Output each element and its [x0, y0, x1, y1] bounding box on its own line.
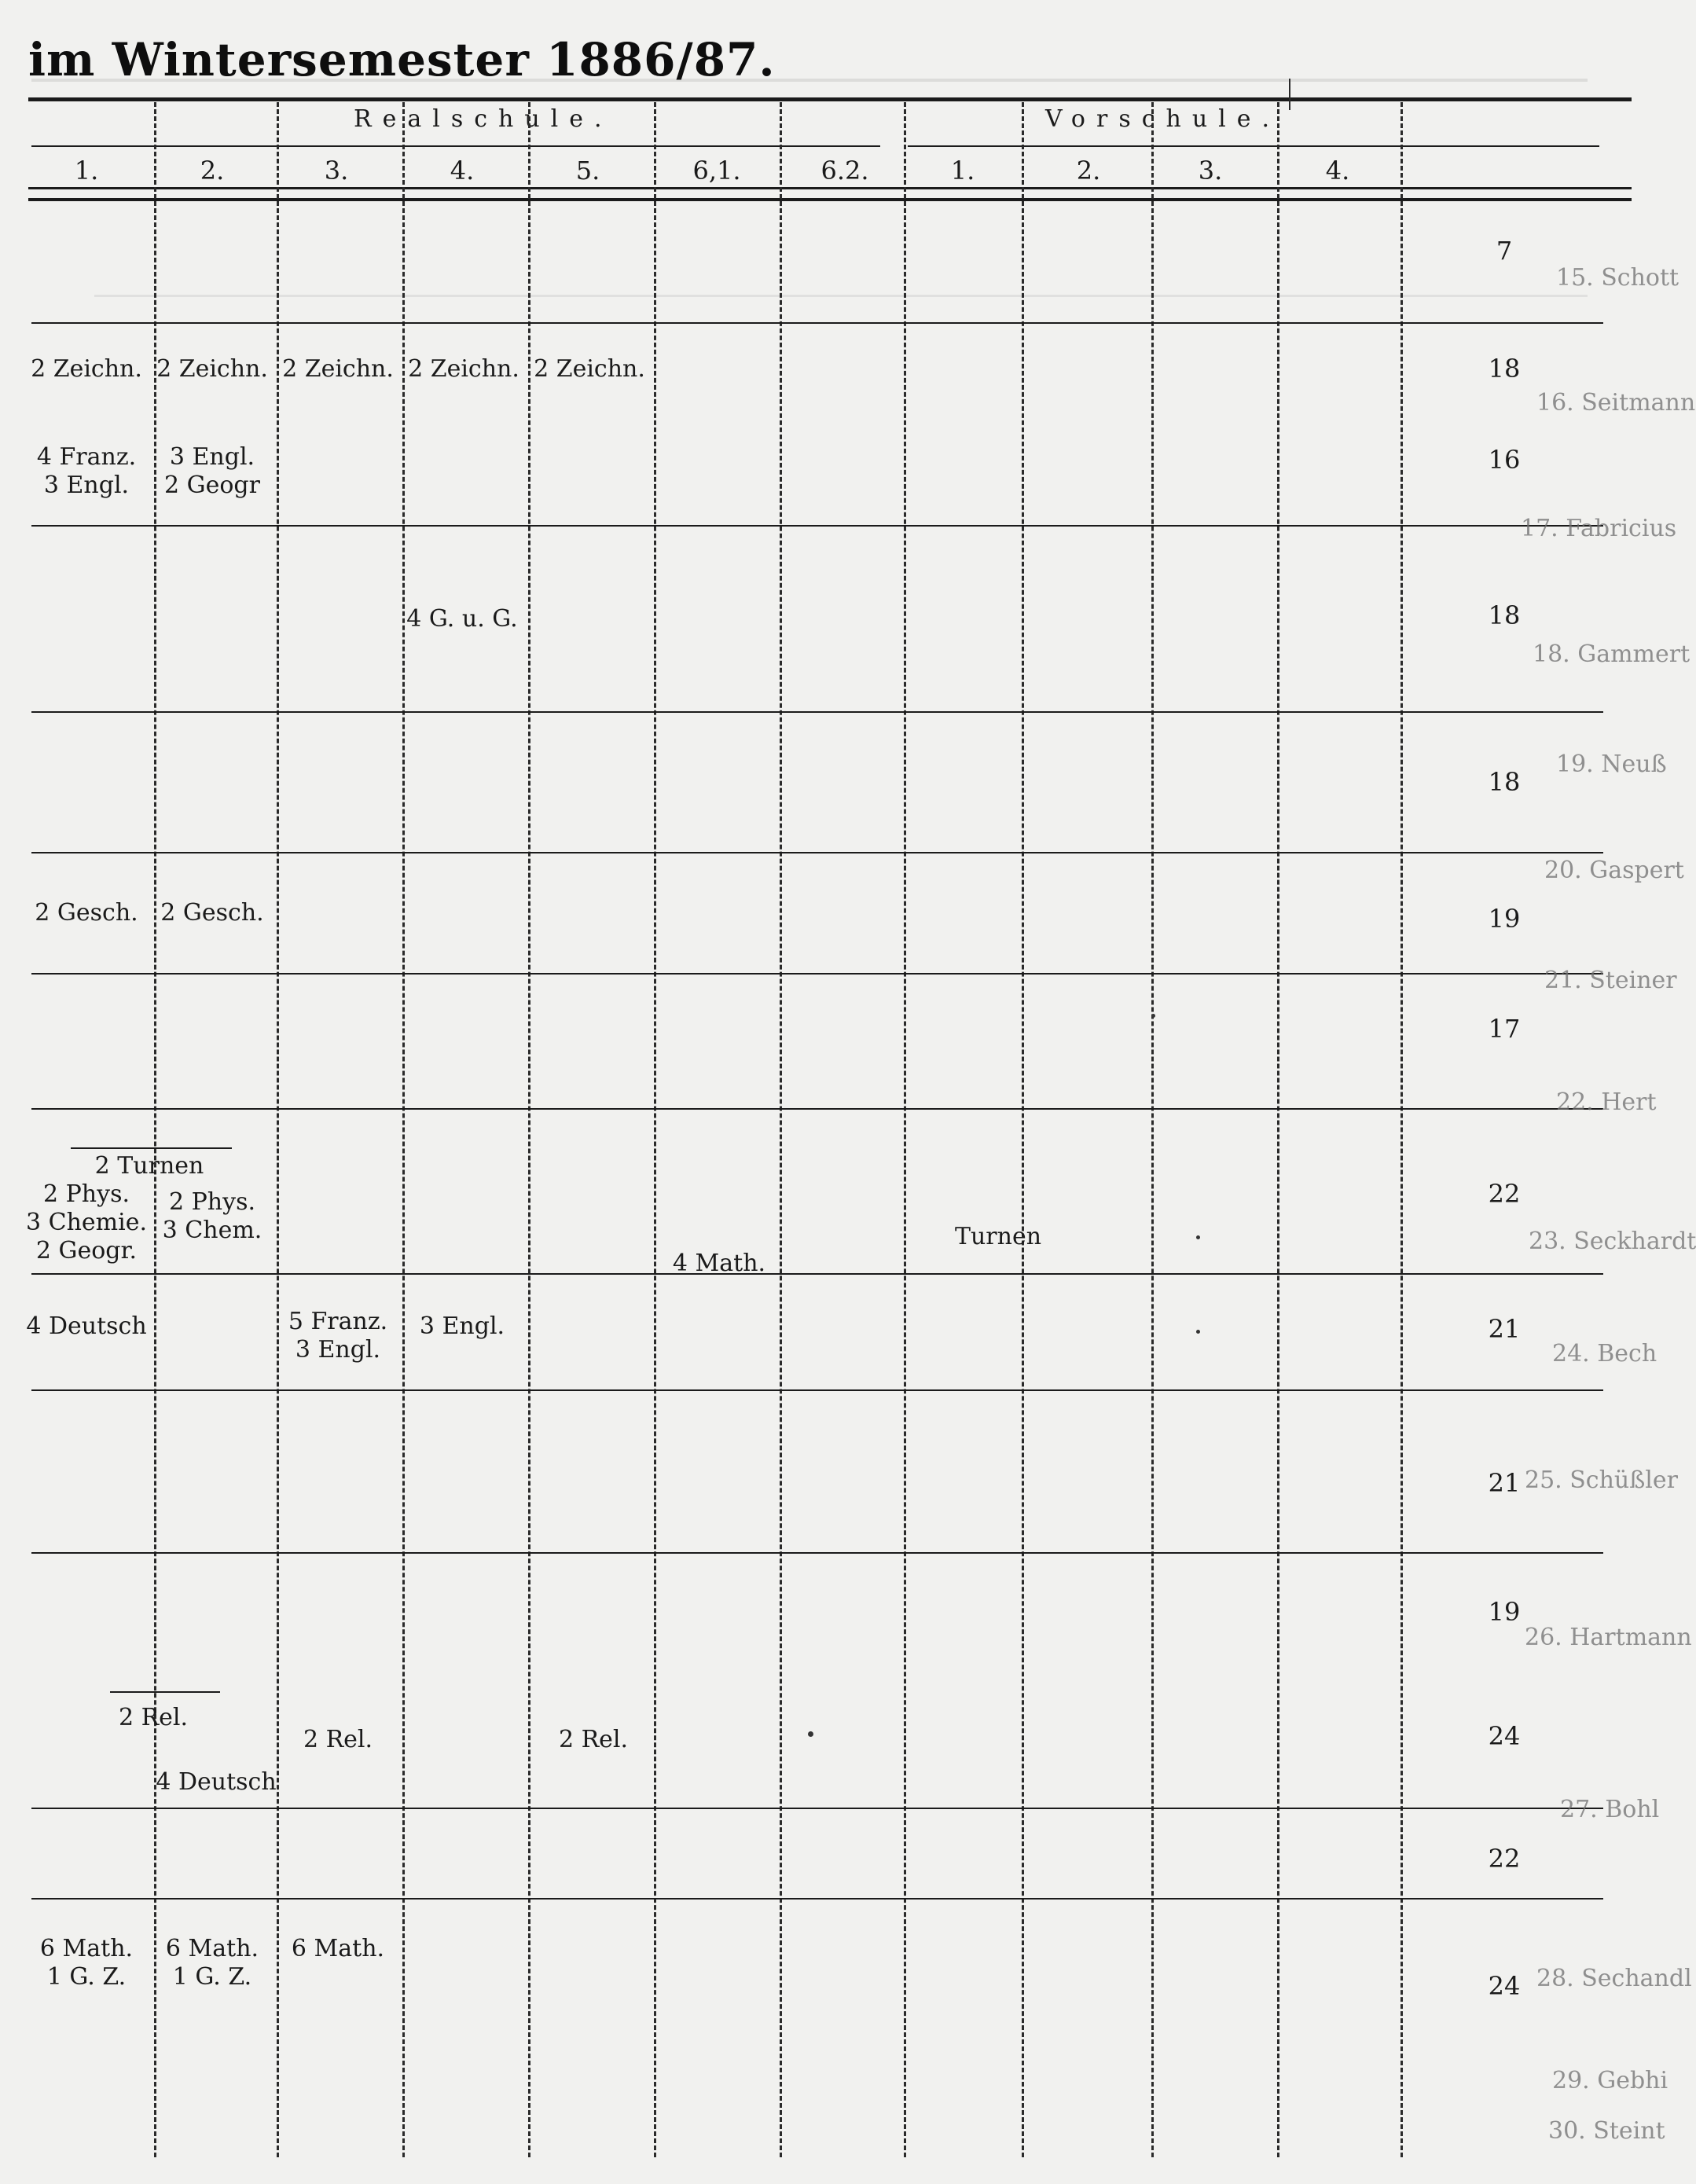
weekly-hours: 21 — [1488, 1468, 1521, 1498]
teacher-label: 28. Sechandl — [1536, 1965, 1692, 1992]
subject-cell: 2 Rel. — [303, 1726, 373, 1753]
dot-mark — [1196, 1330, 1200, 1334]
column-header: 6.2. — [820, 156, 869, 185]
row-rule — [31, 322, 1603, 324]
column-divider — [528, 102, 530, 2157]
teacher-label: 20. Gaspert — [1544, 857, 1684, 884]
column-divider — [402, 102, 405, 2157]
column-header: 1. — [74, 156, 99, 185]
teacher-label: 23. Seckhardt — [1529, 1228, 1696, 1255]
subject-cell: 6 Math. 1 G. Z. — [39, 1935, 134, 1991]
teacher-label: 22. Hert — [1556, 1088, 1657, 1116]
teacher-label: 18. Gammert — [1533, 641, 1690, 668]
weekly-hours: 22 — [1488, 1179, 1521, 1209]
teacher-label: 26. Hartmann — [1525, 1624, 1692, 1651]
row-rule — [31, 1273, 1603, 1275]
row-rule — [31, 1552, 1603, 1554]
column-divider — [1400, 102, 1403, 2157]
teacher-label: 25. Schüßler — [1525, 1466, 1678, 1494]
weekly-hours: 18 — [1488, 600, 1521, 630]
subject-cell: 5 Franz. 3 Engl. — [288, 1308, 388, 1364]
header-rule-mid — [28, 187, 1632, 189]
row-rule — [31, 973, 1603, 975]
dot-mark — [1196, 1235, 1200, 1239]
teacher-label: 30. Steint — [1548, 2117, 1665, 2145]
realschule-underline — [31, 145, 880, 147]
subject-cell: 2 Zeichn. — [534, 355, 645, 383]
subject-cell: 4 G. u. G. — [406, 605, 518, 633]
header-rule-bottom — [28, 198, 1632, 201]
subject-cell: 4 Math. — [672, 1250, 766, 1277]
weekly-hours: 24 — [1488, 1721, 1521, 1751]
subject-cell: 2 Rel. — [558, 1726, 629, 1753]
subject-cell: 3 Engl. — [419, 1312, 505, 1340]
subject-cell: 4 Deutsch — [26, 1312, 147, 1340]
subject-cell: 4 Deutsch — [156, 1768, 277, 1796]
subject-cell: 2 Turnen — [94, 1152, 204, 1180]
subject-cell: 2 Rel. — [118, 1704, 189, 1731]
dot-mark — [808, 1731, 813, 1737]
teacher-label: 19. Neuß — [1556, 751, 1667, 778]
row-rule — [71, 1147, 232, 1149]
column-divider — [277, 102, 279, 2157]
subject-cell: 6 Math. 1 G. Z. — [165, 1935, 259, 1991]
teacher-label: 29. Gebhi — [1552, 2067, 1668, 2094]
row-rule — [31, 525, 1603, 527]
column-header: 2. — [1076, 156, 1101, 185]
row-rule — [31, 1108, 1603, 1110]
teacher-label: 27. Bohl — [1560, 1796, 1660, 1823]
row-rule — [31, 1808, 1603, 1809]
subject-cell: 2 Gesch. — [35, 899, 138, 927]
teacher-label: 24. Bech — [1552, 1340, 1657, 1367]
teacher-label: 16. Seitmann — [1536, 389, 1696, 417]
weekly-hours: 18 — [1488, 767, 1521, 797]
subject-cell: 2 Zeichn. — [156, 355, 268, 383]
subject-cell: 6 Math. — [291, 1935, 385, 1962]
subject-cell: 2 Gesch. — [160, 899, 264, 927]
group-vorschule: Vorschule. — [1045, 105, 1281, 133]
column-header: 1. — [950, 156, 975, 185]
column-divider — [1289, 79, 1290, 110]
weekly-hours: 19 — [1488, 904, 1521, 934]
teacher-label: 21. Steiner — [1544, 967, 1677, 994]
row-rule — [31, 1898, 1603, 1900]
subject-cell: 2 Phys. 3 Chemie. 2 Geogr. — [26, 1180, 147, 1265]
column-header: 4. — [1325, 156, 1350, 185]
weekly-hours: 24 — [1488, 1971, 1521, 2001]
weekly-hours: 7 — [1496, 236, 1513, 266]
bleed-through-rule — [94, 295, 1588, 297]
column-divider — [1277, 102, 1279, 2157]
header-rule-top — [28, 97, 1632, 101]
column-divider — [904, 102, 906, 2157]
column-header: 5. — [575, 156, 600, 185]
teacher-label: 15. Schott — [1556, 264, 1679, 292]
weekly-hours: 18 — [1488, 354, 1521, 384]
subject-cell: 4 Franz. 3 Engl. — [36, 443, 137, 499]
column-divider — [154, 102, 156, 2157]
weekly-hours: 19 — [1488, 1597, 1521, 1627]
subject-cell: 2 Zeichn. — [31, 355, 142, 383]
column-header: 2. — [200, 156, 225, 185]
row-rule — [31, 852, 1603, 853]
subject-cell: Turnen — [954, 1223, 1042, 1250]
column-divider — [1022, 102, 1024, 2157]
subject-cell: 2 Zeichn. — [282, 355, 394, 383]
weekly-hours: 22 — [1488, 1844, 1521, 1874]
column-divider — [1151, 102, 1154, 2157]
column-header: 6,1. — [692, 156, 741, 185]
column-header: 3. — [324, 156, 349, 185]
column-header: 4. — [450, 156, 475, 185]
column-divider — [780, 102, 782, 2157]
page-title: im Wintersemester 1886/87. — [28, 33, 776, 86]
subject-cell: 2 Phys. 3 Chem. — [162, 1188, 262, 1244]
weekly-hours: 16 — [1488, 445, 1521, 475]
weekly-hours: 17 — [1488, 1014, 1521, 1044]
row-rule — [31, 711, 1603, 713]
weekly-hours: 21 — [1488, 1314, 1521, 1344]
subject-cell: 3 Engl. 2 Geogr — [164, 443, 260, 499]
dot-mark — [1151, 1014, 1155, 1018]
subject-cell: 2 Zeichn. — [408, 355, 519, 383]
teacher-label: 17. Fabricius — [1521, 515, 1677, 542]
vorschule-underline — [908, 145, 1599, 147]
column-header: 3. — [1198, 156, 1223, 185]
row-rule — [110, 1691, 220, 1693]
row-rule — [31, 1389, 1603, 1391]
column-divider — [654, 102, 656, 2157]
group-realschule: Realschule. — [354, 105, 613, 133]
